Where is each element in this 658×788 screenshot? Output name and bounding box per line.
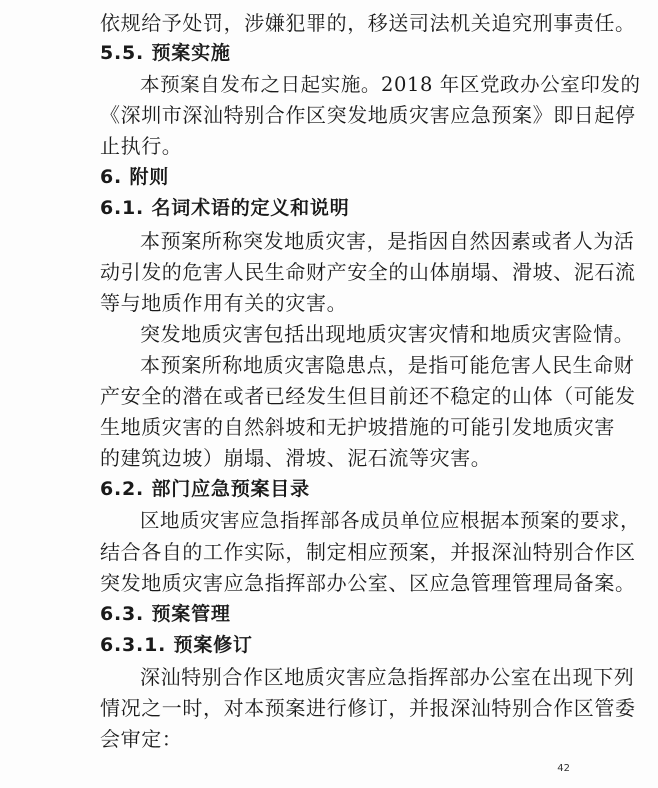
body-line-9: 动引发的危害人民生命财产安全的山体崩塌、滑坡、泥石流 (100, 260, 636, 284)
body-line-12: 本预案所称地质灾害隐患点，是指可能危害人民生命财 (140, 353, 635, 377)
page-number: 42 (557, 763, 570, 774)
body-line-17: 区地质灾害应急指挥部各成员单位应根据本预案的要求， (140, 509, 641, 532)
body-line-13: 产安全的潜在或者已经发生但目前还不稳定的山体（可能发 (100, 384, 636, 408)
body-line-19: 突发地质灾害应急指挥部办公室、区应急管理管理局备案。 (100, 571, 636, 595)
body-line-8: 本预案所称突发地质灾害，是指因自然因素或者人为活 (140, 229, 635, 253)
body-line-4: 《深圳市深汕特别合作区突发地质灾害应急预案》即日起停 (100, 103, 636, 127)
body-line-10: 等与地质作用有关的灾害。 (100, 291, 348, 315)
body-line-1: 依规给予处罚，涉嫌犯罪的，移送司法机关追究刑事责任。 (100, 11, 636, 35)
section-heading-6-3: 6.3. 预案管理 (100, 603, 231, 625)
section-heading-6-1: 6.1. 名词术语的定义和说明 (100, 197, 350, 219)
body-line-15: 的建筑边坡）崩塌、滑坡、泥石流等灾害。 (100, 446, 492, 470)
body-line-3: 本预案自发布之日起实施。2018 年区党政办公室印发的 (140, 73, 641, 96)
section-heading-6-2: 6.2. 部门应急预案目录 (100, 478, 310, 500)
body-line-11: 突发地质灾害包括出现地质灾害灾情和地质灾害险情。 (140, 322, 635, 346)
body-line-18: 结合各自的工作实际，制定相应预案，并报深汕特别合作区 (100, 540, 636, 564)
body-line-24: 会审定： (100, 727, 183, 751)
section-heading-6: 6. 附则 (100, 166, 170, 188)
body-line-22: 深汕特别合作区地质灾害应急指挥部办公室在出现下列 (140, 665, 635, 689)
section-heading-6-3-1: 6.3.1. 预案修订 (100, 634, 253, 656)
body-line-5: 止执行。 (100, 134, 183, 158)
body-line-14: 生地质灾害的自然斜坡和无护坡措施的可能引发地质灾害 (100, 415, 615, 439)
section-heading-5-5: 5.5. 预案实施 (100, 42, 231, 64)
body-line-23: 情况之一时，对本预案进行修订，并报深汕特别合作区管委 (100, 696, 636, 720)
